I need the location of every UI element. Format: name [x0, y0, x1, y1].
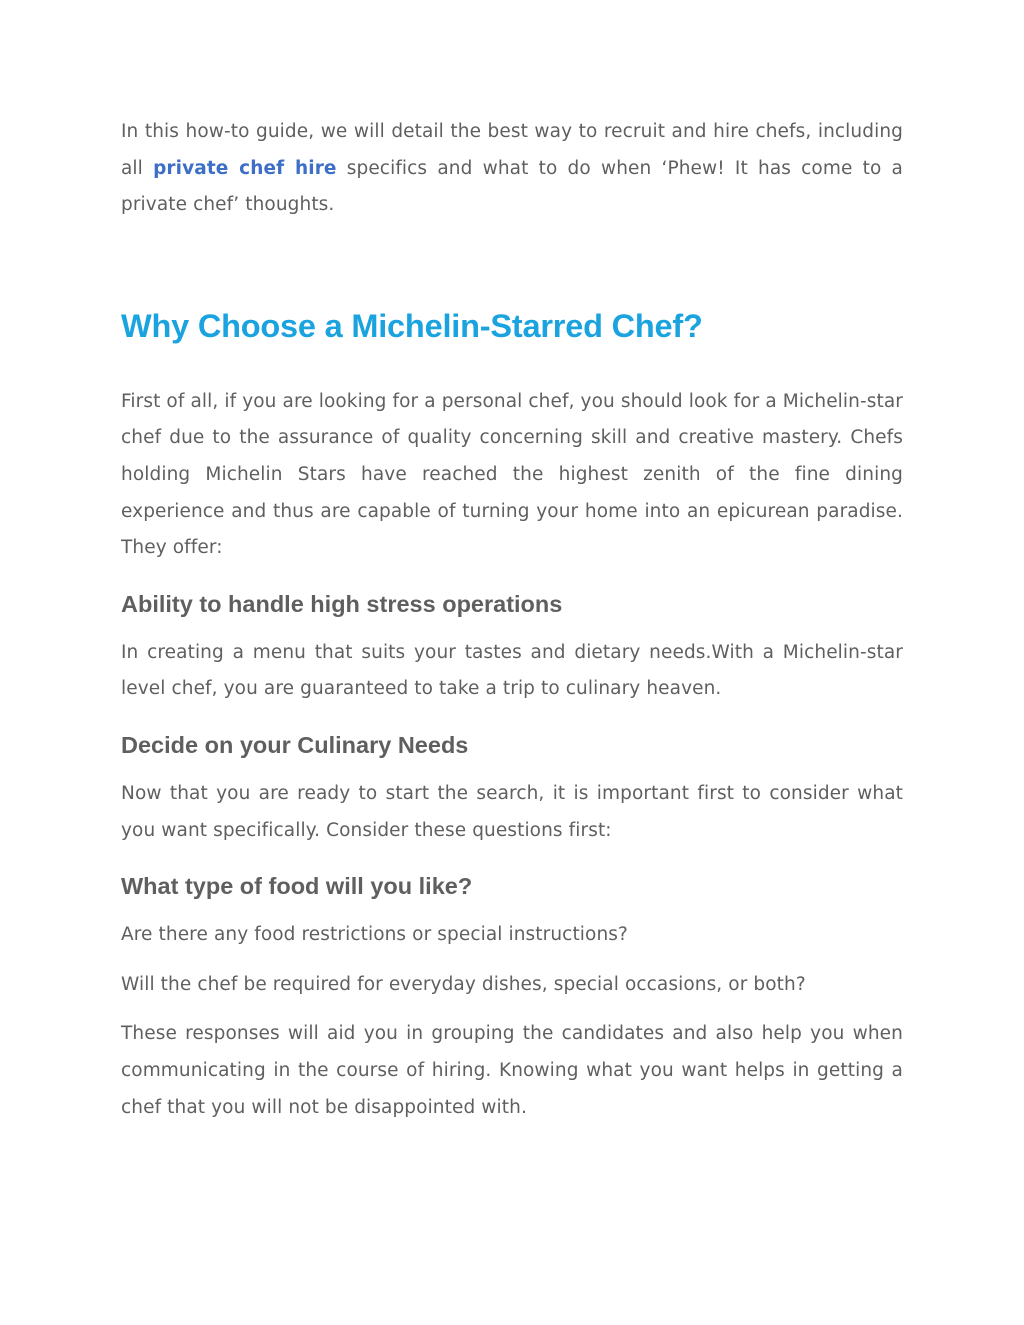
private-chef-hire-link[interactable]: private chef hire [153, 157, 337, 179]
decide-heading: Decide on your Culinary Needs [121, 731, 469, 758]
intro-paragraph [121, 114, 903, 224]
intro-text-before-link: In this how-to guide, we will detail the best way to recruit and hire chefs, including all [121, 121, 903, 179]
intro-text-after-link: specifics and what to do when ‘Phew! It has come to a private chef’ thoughts. [121, 157, 903, 216]
food-type-heading: What type of food will you like? [121, 873, 473, 900]
why-paragraph: First of all, if you are looking for a personal chef, you should look for a Michelin-star chef due to the assurance of quality concerning skill and creative mastery. Chefs holding Michelin Stars have reached the highest zenith of the fine dining experience and thus are capable of turning your home into an epicurean paradise. They offer: [121, 390, 903, 559]
closing-paragraph: These responses will aid you in grouping the candidates and also help you when communicating in the course of hiring. Knowing what you want helps in getting a chef that you will not be disappointed with. [121, 1023, 903, 1118]
ability-paragraph: In creating a menu that suits your tastes and dietary needs.With a Michelin-star level chef, you are guaranteed to take a trip to culinary heaven. [121, 641, 903, 700]
decide-paragraph: Now that you are ready to start the search, it is important first to consider what you want specifically. Consider these questions first: [121, 782, 903, 841]
main-heading: Why Choose a Michelin-Starred Chef? [121, 307, 703, 344]
document-page [121, 114, 903, 1126]
ability-heading: Ability to handle high stress operations [121, 590, 563, 617]
question-restrictions: Are there any food restrictions or special instructions? [121, 924, 628, 946]
question-occasions: Will the chef be required for everyday dishes, special occasions, or both? [121, 973, 806, 995]
